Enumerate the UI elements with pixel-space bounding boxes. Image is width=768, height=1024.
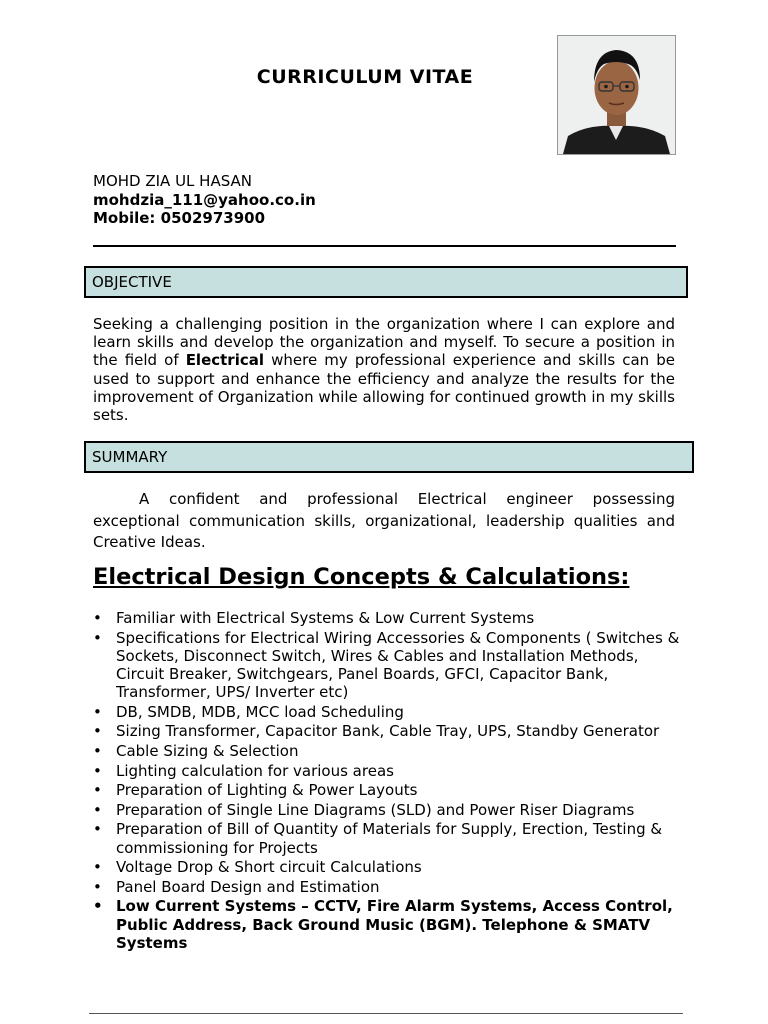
summary-heading: SUMMARY — [84, 441, 694, 473]
summary-text: A confident and professional Electrical engineer possessing exceptional communication skills, organizational, leadership qualities and Creative Ideas. — [93, 490, 675, 551]
bullet-icon: • — [93, 628, 102, 647]
objective-text-part: Seeking a challenging position in the organization where I can explore and learn skills and develop the organization and myself. To secure a position in the field of — [93, 315, 675, 370]
list-item-text: Preparation of Lighting & Power Layouts — [116, 781, 418, 800]
objective-emphasis: Electrical — [185, 351, 265, 370]
list-item — [93, 629, 683, 702]
list-item-text: Familiar with Electrical Systems & Low Current Systems — [116, 609, 535, 627]
list-item — [93, 858, 683, 876]
list-item — [93, 722, 683, 740]
contact-block — [93, 172, 316, 228]
header-divider — [93, 245, 676, 247]
list-item-text: Cable Sizing & Selection — [116, 741, 299, 760]
list-item-text: Preparation of Bill of Quantity of Materials for Supply, Erection, Testing & commissioning for Projects — [116, 820, 663, 857]
list-item-text: DB, SMDB, MDB, MCC load Scheduling — [116, 702, 404, 721]
list-item — [93, 609, 683, 627]
bullet-icon: • — [93, 702, 102, 721]
bullet-icon: • — [93, 897, 103, 916]
bullet-icon: • — [93, 858, 102, 877]
list-item — [93, 878, 683, 896]
list-item-text: Low Current Systems – CCTV, Fire Alarm Systems, Access Control, Public Address, Back Ground Music (BGM). Telephone & SMATV Systems — [116, 897, 673, 952]
mobile-number: Mobile: 0502973900 — [93, 209, 266, 227]
bullet-icon: • — [93, 741, 102, 760]
bullet-icon: • — [93, 609, 102, 627]
list-item-text: Voltage Drop & Short circuit Calculations — [116, 858, 422, 877]
email-address[interactable]: mohdzia_111@yahoo.co.in — [93, 190, 316, 209]
list-item-text: Sizing Transformer, Capacitor Bank, Cable Tray, UPS, Standby Generator — [116, 722, 660, 741]
list-item — [93, 762, 683, 780]
list-item-text: Lighting calculation for various areas — [116, 761, 394, 780]
document-title: CURRICULUM VITAE — [256, 66, 474, 88]
objective-heading: OBJECTIVE — [84, 266, 688, 298]
bullet-icon: • — [93, 877, 102, 896]
bullet-icon: • — [93, 761, 102, 780]
bullet-icon: • — [93, 820, 102, 839]
bullet-icon: • — [93, 781, 102, 800]
list-item — [93, 781, 683, 799]
objective-text-part: where my professional experience and skills can be used to support and enhance the efficiency and analyze the results for the improvement of Organization while allowing for continued growth in my skills sets. — [93, 351, 675, 425]
list-item — [93, 897, 683, 952]
bullet-icon: • — [93, 800, 102, 819]
list-item-text: Panel Board Design and Estimation — [116, 877, 380, 896]
list-item — [93, 801, 683, 819]
design-concepts-heading: Electrical Design Concepts & Calculations: — [93, 564, 630, 590]
portrait-image — [558, 36, 675, 154]
candidate-name: MOHD ZIA UL HASAN — [93, 172, 253, 190]
list-item-text: Preparation of Single Line Diagrams (SLD) and Power Riser Diagrams — [116, 800, 635, 819]
list-item — [93, 703, 683, 721]
list-item — [93, 742, 683, 760]
objective-text — [93, 315, 675, 424]
list-item-text: Specifications for Electrical Wiring Accessories & Components ( Switches & Sockets, Disconnect Switch, Wires & Cables and Installation Methods, Circuit Breaker, Switchgears, Panel Boards, GFCI, Capacitor Bank, Transformer, UPS/ Inverter etc) — [116, 628, 680, 702]
bullet-icon: • — [93, 722, 102, 741]
footer-divider — [89, 1013, 683, 1014]
profile-photo — [557, 35, 676, 155]
design-concepts-list — [93, 609, 683, 953]
list-item — [93, 820, 683, 856]
